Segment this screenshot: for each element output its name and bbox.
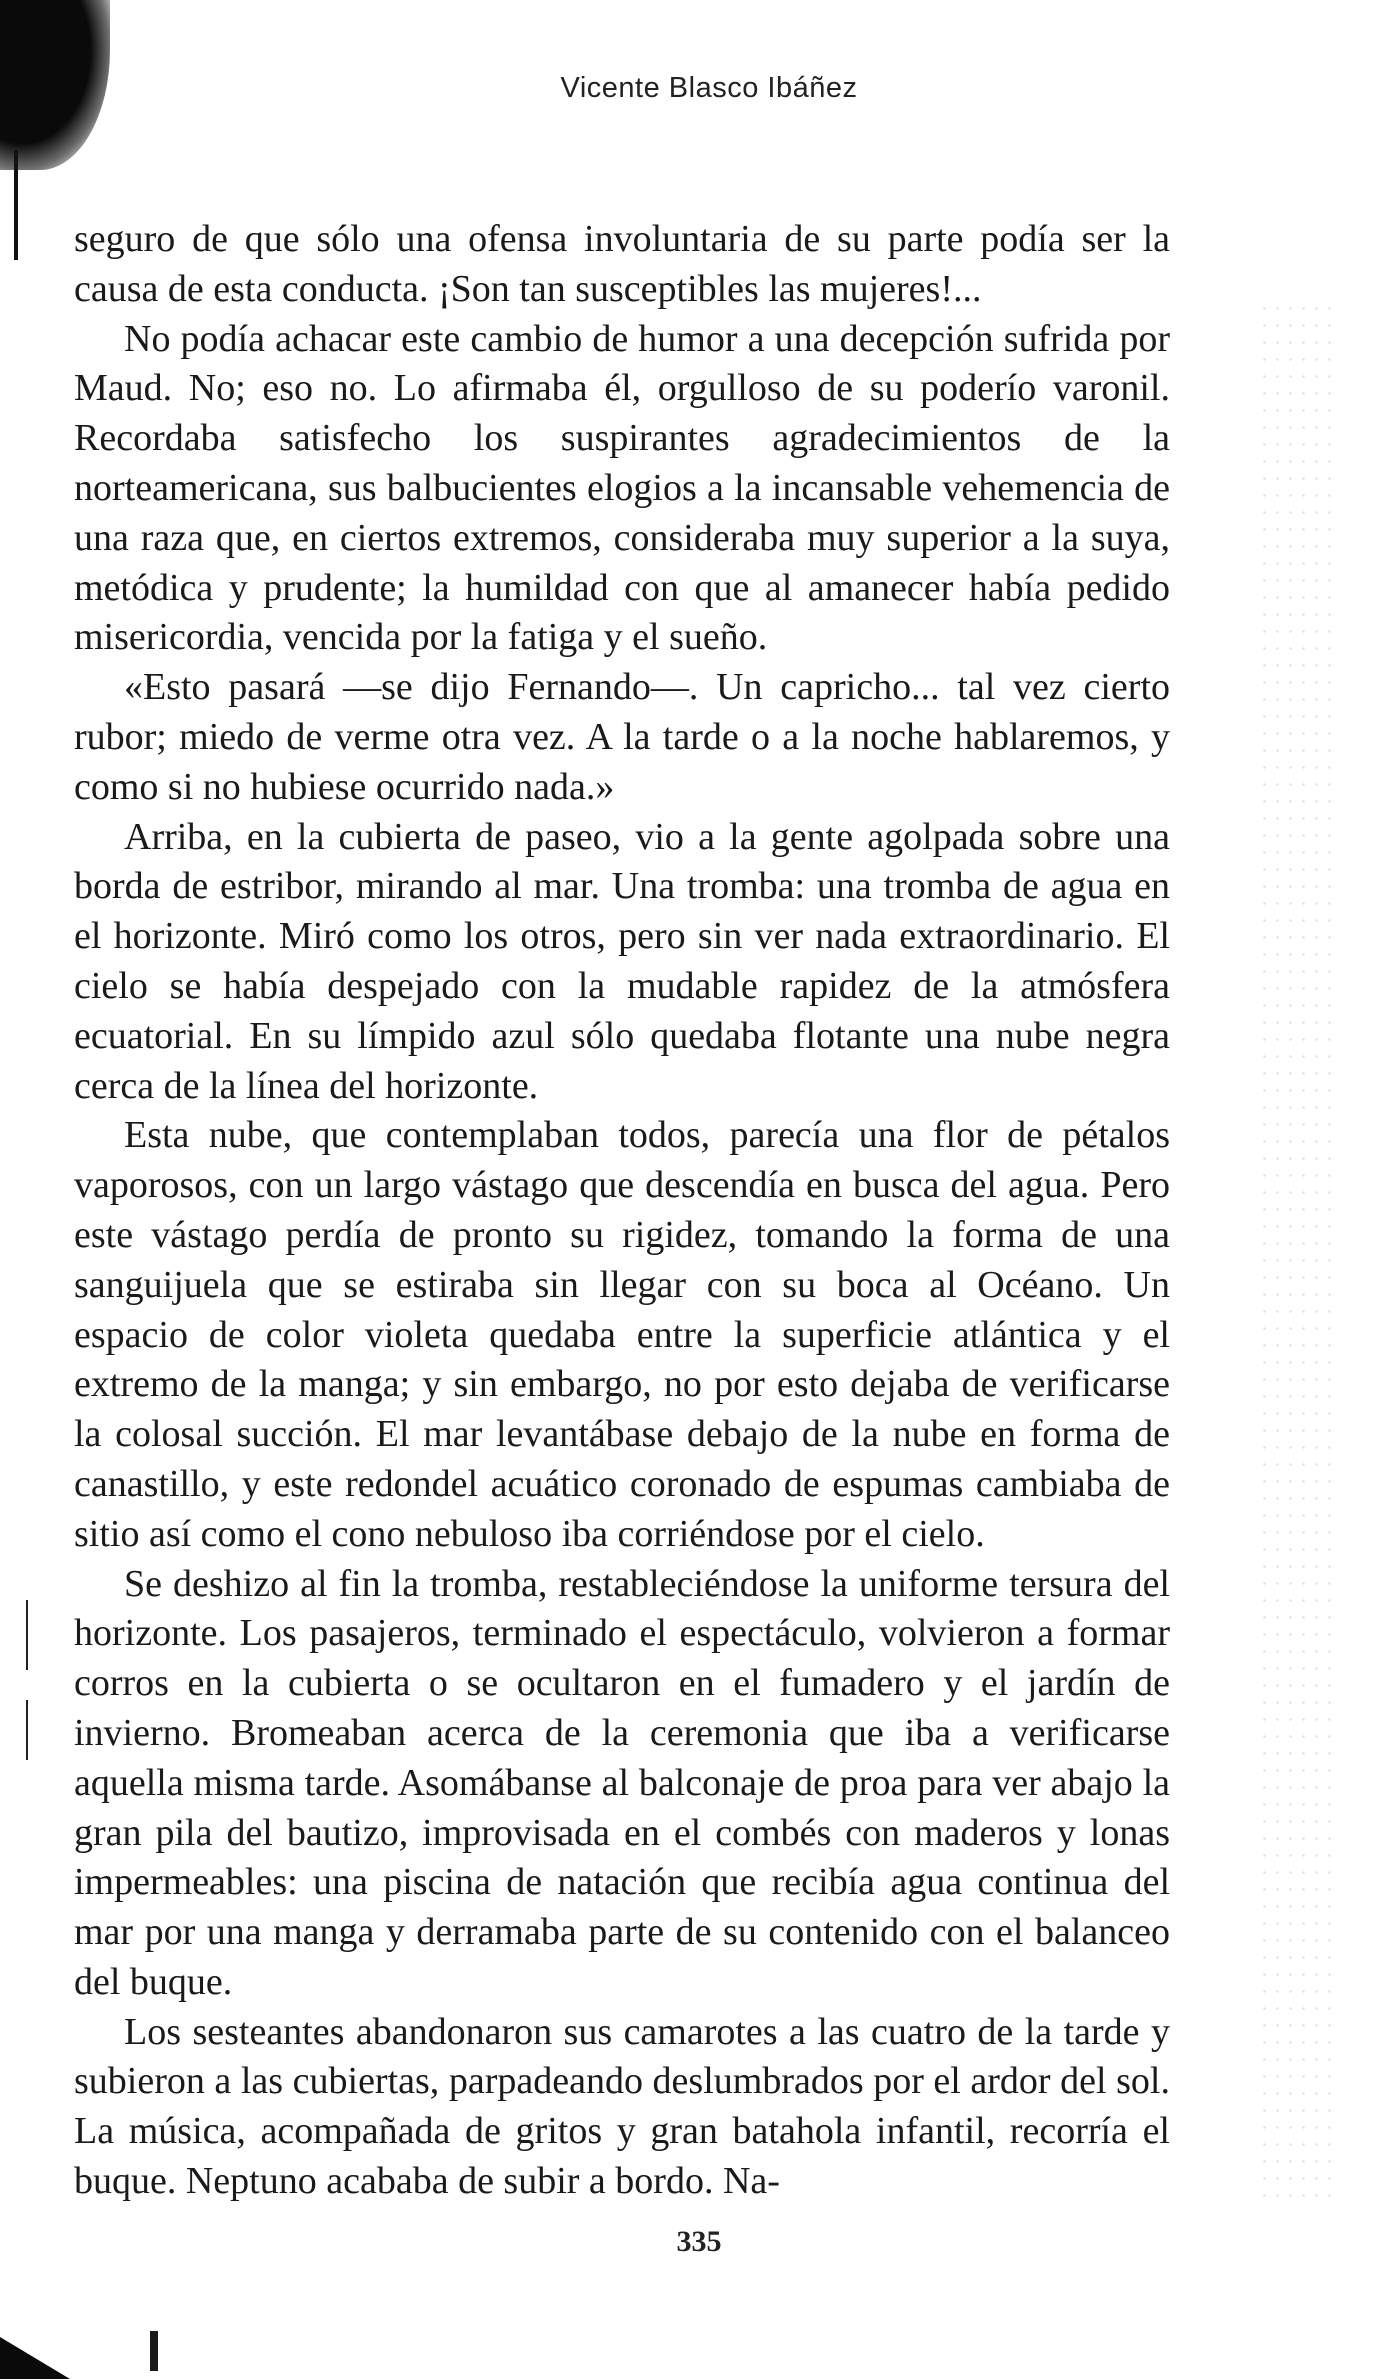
paragraph: Arriba, en la cubierta de paseo, vio a la gente agolpada sobre una borda de estribor, mirando al mar. Una tromba: una tromba de agua en el horizonte. Miró como los otros, pero sin ver nada extraordinario. El cielo se había despejado con la mudable rapidez de la atmósfera ecuatorial. En su límpido azul sólo quedaba flotante una nube negra cerca de la línea del horizonte. (74, 815, 1170, 1107)
paragraph: No podía achacar este cambio de humor a una decepción sufrida por Maud. No; eso no. Lo afirmaba él, orgulloso de su poderío varonil. Recordaba satisfecho los suspirantes agradecimientos de la norteamericana, sus balbucientes elogios a la incansable vehemencia de una raza que, en ciertos extremos, consideraba muy superior a la suya, metódica y prudente; la humildad con que al amanecer había pedido misericordia, vencida por la fatiga y el sueño. (74, 317, 1170, 659)
scan-edge-tick (26, 1600, 28, 1670)
page-number (0, 2225, 1378, 2259)
paragraph: Se deshizo al fin la tromba, restableciéndose la uniforme tersura del horizonte. Los pasajeros, terminado el espectáculo, volvieron a formar corros en la cubierta o se ocultaron en el fumadero y el jardín de invierno. Bromeaban acerca de la ceremonia que iba a verificarse aquella misma tarde. Asomábanse al balconaje de proa para ver abajo la gran pila del bautizo, improvisada en el combés con maderos y lonas impermeables: una piscina de natación que recibía agua continua del mar por una manga y derramaba parte de su contenido con el balanceo del buque. (74, 1562, 1170, 2003)
scan-mark-bottom (150, 2331, 158, 2371)
running-head-text: Vicente Blasco Ibáñez (560, 72, 858, 104)
scan-shadow-bottom-left (0, 2337, 70, 2379)
paragraph: seguro de que sólo una ofensa involuntaria de su parte podía ser la causa de esta conducta. ¡Son tan susceptibles las mujeres!... (74, 218, 1170, 310)
scan-speckle (1258, 300, 1338, 2200)
paragraph: Los sesteantes abandonaron sus camarotes a las cuatro de la tarde y subieron a las cubiertas, parpadeando deslumbrados por el ardor del sol. La música, acompañada de gritos y gran batahola infantil, recorría el buque. Neptuno acababa de subir a bordo. Na- (74, 2010, 1170, 2203)
scan-edge-line (14, 150, 18, 260)
body-text (74, 215, 1170, 2207)
page-number-text: 335 (676, 2225, 722, 2258)
running-head (0, 72, 1378, 105)
paragraph: «Esto pasará —se dijo Fernando—. Un capricho... tal vez cierto rubor; miedo de verme otra vez. A la tarde o a la noche hablaremos, y como si no hubiese ocurrido nada.» (74, 666, 1170, 808)
paragraph: Esta nube, que contemplaban todos, parecía una flor de pétalos vaporosos, con un largo vástago que descendía en busca del agua. Pero este vástago perdía de pronto su rigidez, tomando la forma de una sanguijuela que se estiraba sin llegar con su boca al Océano. Un espacio de color violeta quedaba entre la superficie atlántica y el extremo de la manga; y sin embargo, no por esto dejaba de verificarse la colosal succión. El mar levantábase debajo de la nube en forma de canastillo, y este redondel acuático coronado de espumas cambiaba de sitio así como el cono nebuloso iba corriéndose por el cielo. (74, 1114, 1170, 1555)
scan-edge-tick (26, 1700, 28, 1760)
